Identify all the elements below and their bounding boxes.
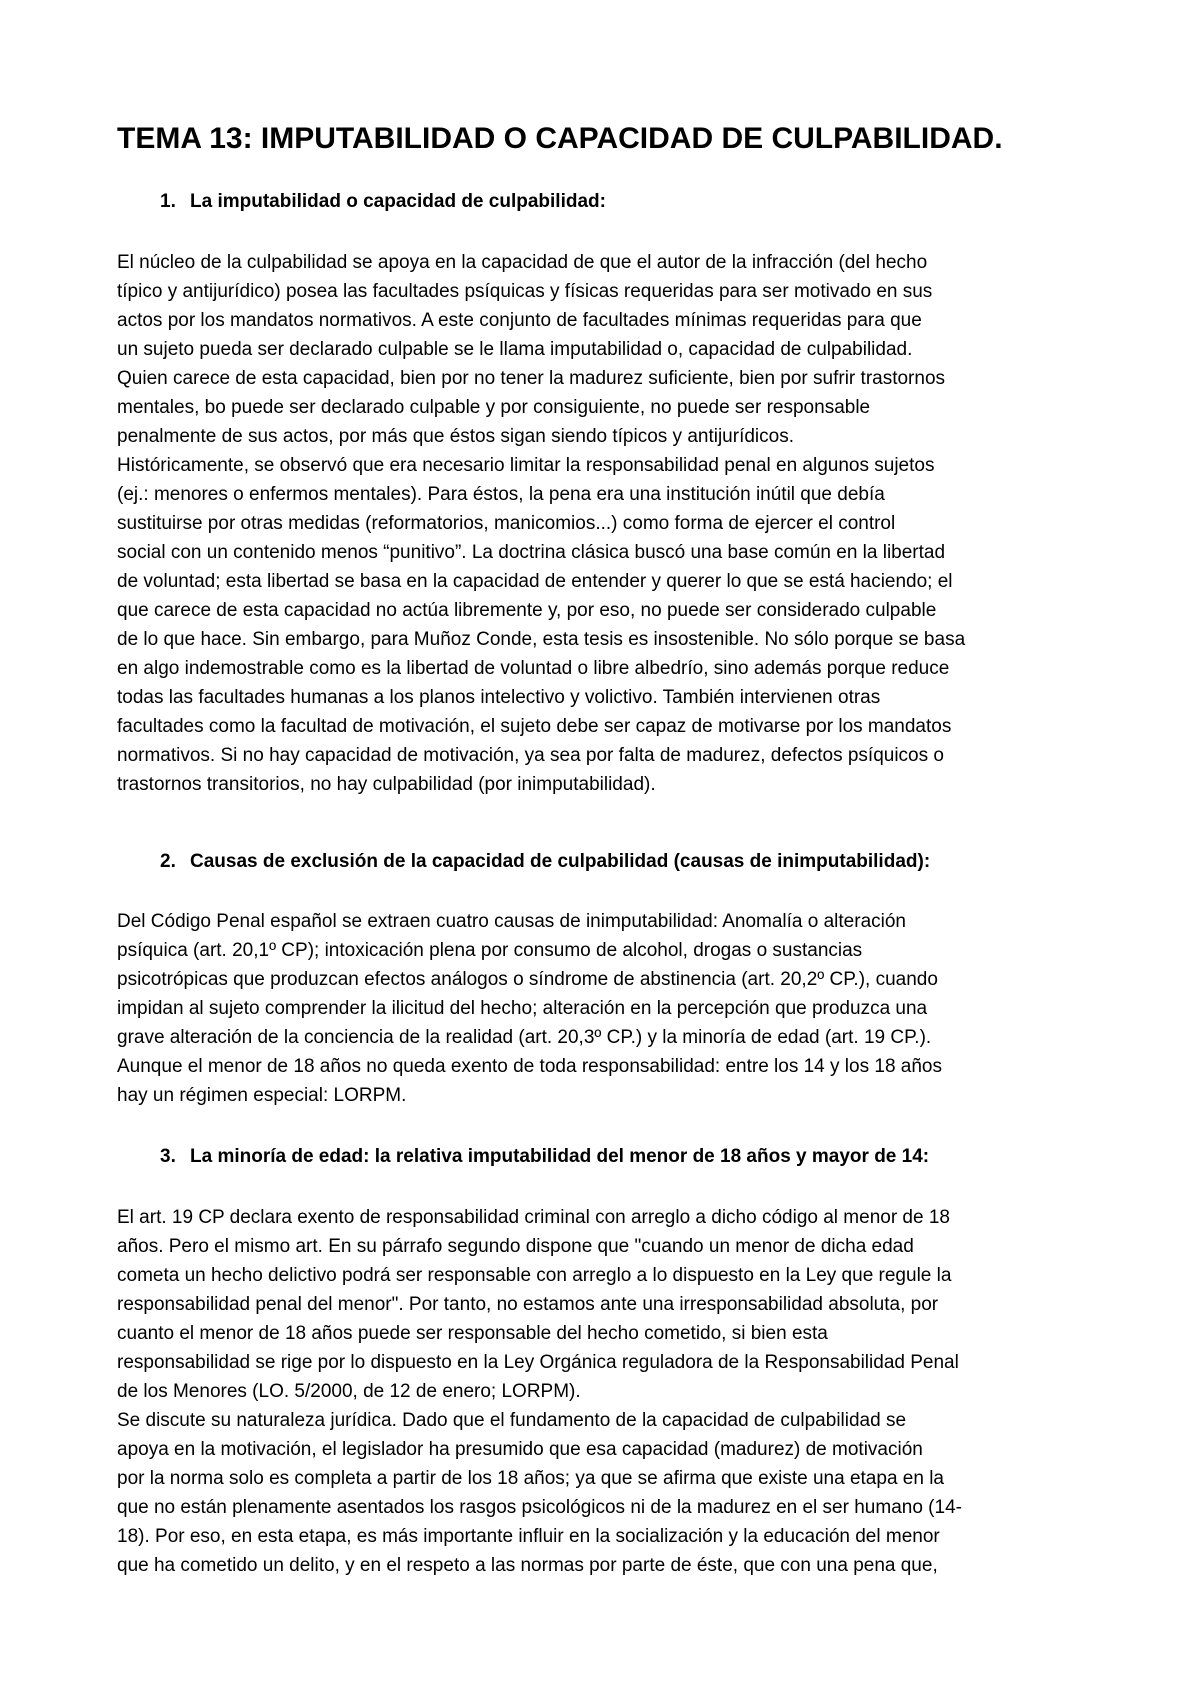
text-line: responsabilidad penal del menor". Por tanto, no estamos ante una irresponsabilidad absoluta, por: [117, 1294, 939, 1315]
text-line: trastornos transitorios, no hay culpabilidad (por inimputabilidad).: [117, 774, 656, 795]
text-line: (ej.: menores o enfermos mentales). Para éstos, la pena era una institución inútil que debía: [117, 484, 885, 505]
text-line: sustituirse por otras medidas (reformatorios, manicomios...) como forma de ejercer el control: [117, 513, 896, 534]
text-line: facultades como la facultad de motivación, el sujeto debe ser capaz de motivarse por los mandatos: [117, 716, 952, 737]
text-line: que carece de esta capacidad no actúa libremente y, por eso, no puede ser considerado culpable: [117, 600, 937, 621]
text-line: de lo que hace. Sin embargo, para Muñoz Conde, esta tesis es insostenible. No sólo porque se basa: [117, 629, 966, 650]
text-line: por la norma solo es completa a partir de los 18 años; ya que se afirma que existe una etapa en la: [117, 1468, 944, 1489]
section-3-body: [117, 1203, 1117, 1580]
text-line: típico y antijurídico) posea las facultades psíquicas y físicas requeridas para ser motivado en sus: [117, 281, 933, 302]
text-line: apoya en la motivación, el legislador ha presumido que esa capacidad (madurez) de motivación: [117, 1439, 923, 1460]
section-3-number: 3.: [160, 1146, 176, 1167]
text-line: impidan al sujeto comprender la ilicitud del hecho; alteración en la percepción que produzca una: [117, 998, 928, 1019]
section-1-heading: [160, 190, 606, 214]
section-3-heading-text: La minoría de edad: la relativa imputabilidad del menor de 18 años y mayor de 14:: [190, 1146, 930, 1167]
text-line: penalmente de sus actos, por más que éstos sigan siendo típicos y antijurídicos.: [117, 426, 794, 447]
text-line: psicotrópicas que produzcan efectos análogos o síndrome de abstinencia (art. 20,2º CP.), cuando: [117, 969, 938, 990]
text-line: Del Código Penal español se extraen cuatro causas de inimputabilidad: Anomalía o alteración: [117, 911, 906, 932]
text-line: que ha cometido un delito, y en el respeto a las normas por parte de éste, que con una pena que,: [117, 1555, 938, 1576]
section-1-number: 1.: [160, 191, 176, 212]
text-line: El art. 19 CP declara exento de responsabilidad criminal con arreglo a dicho código al menor de 18: [117, 1207, 950, 1228]
text-line: grave alteración de la conciencia de la realidad (art. 20,3º CP.) y la minoría de edad (art. 19 CP.).: [117, 1027, 932, 1048]
text-line: normativos. Si no hay capacidad de motivación, ya sea por falta de madurez, defectos psíquicos o: [117, 745, 944, 766]
text-line: actos por los mandatos normativos. A este conjunto de facultades mínimas requeridas para que: [117, 310, 922, 331]
text-line: El núcleo de la culpabilidad se apoya en la capacidad de que el autor de la infracción (del hecho: [117, 252, 928, 273]
text-line: Históricamente, se observó que era necesario limitar la responsabilidad penal en algunos sujetos: [117, 455, 935, 476]
text-line: psíquica (art. 20,1º CP); intoxicación plena por consumo de alcohol, drogas o sustancias: [117, 940, 863, 961]
text-line: social con un contenido menos “punitivo”. La doctrina clásica buscó una base común en la libertad: [117, 542, 946, 563]
text-line: todas las facultades humanas a los planos intelectivo y volictivo. También intervienen otras: [117, 687, 881, 708]
text-line: un sujeto pueda ser declarado culpable se le llama imputabilidad o, capacidad de culpabilidad.: [117, 339, 913, 360]
text-line: años. Pero el mismo art. En su párrafo segundo dispone que "cuando un menor de dicha edad: [117, 1236, 914, 1257]
document-title: TEMA 13: IMPUTABILIDAD O CAPACIDAD DE CULPABILIDAD.: [117, 122, 1003, 155]
text-line: Quien carece de esta capacidad, bien por no tener la madurez suficiente, bien por sufrir trastornos: [117, 368, 946, 389]
text-line: de los Menores (LO. 5/2000, de 12 de enero; LORPM).: [117, 1381, 581, 1402]
text-line: mentales, bo puede ser declarado culpable y por consiguiente, no puede ser responsable: [117, 397, 871, 418]
text-line: cometa un hecho delictivo podrá ser responsable con arreglo a lo dispuesto en la Ley que regule la: [117, 1265, 952, 1286]
text-line: responsabilidad se rige por lo dispuesto en la Ley Orgánica reguladora de la Responsabilidad Penal: [117, 1352, 959, 1373]
section-1-body: [117, 248, 1117, 799]
section-2-number: 2.: [160, 851, 176, 872]
section-1-heading-text: La imputabilidad o capacidad de culpabilidad:: [190, 191, 606, 212]
text-line: de voluntad; esta libertad se basa en la capacidad de entender y querer lo que se está haciendo; el: [117, 571, 953, 592]
text-line: Aunque el menor de 18 años no queda exento de toda responsabilidad: entre los 14 y los 18 años: [117, 1056, 942, 1077]
text-line: cuanto el menor de 18 años puede ser responsable del hecho cometido, si bien esta: [117, 1323, 828, 1344]
text-line: 18). Por eso, en esta etapa, es más importante influir en la socialización y la educación del menor: [117, 1526, 940, 1547]
section-2-body: [117, 907, 1117, 1110]
section-2-heading: [160, 850, 930, 874]
section-2-heading-text: Causas de exclusión de la capacidad de culpabilidad (causas de inimputabilidad):: [190, 851, 931, 872]
section-3-heading: [160, 1145, 929, 1169]
text-line: en algo indemostrable como es la libertad de voluntad o libre albedrío, sino además porque reduce: [117, 658, 950, 679]
text-line: Se discute su naturaleza jurídica. Dado que el fundamento de la capacidad de culpabilidad se: [117, 1410, 907, 1431]
text-line: que no están plenamente asentados los rasgos psicológicos ni de la madurez en el ser humano (14-: [117, 1497, 962, 1518]
text-line: hay un régimen especial: LORPM.: [117, 1085, 407, 1106]
